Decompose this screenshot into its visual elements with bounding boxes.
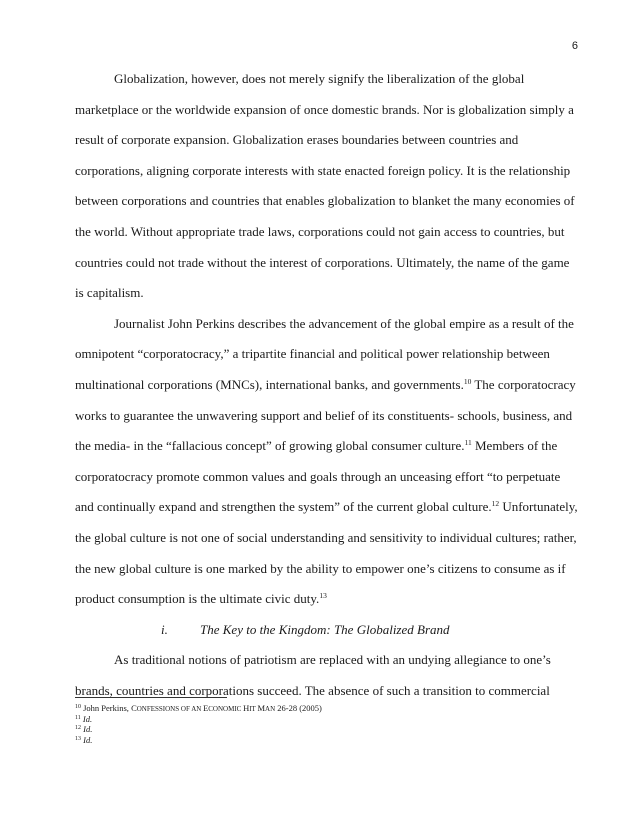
line-text: countries could not trade without the interest of corporations. Ultimately, the name of the game	[75, 254, 570, 270]
line-text: marketplace or the worldwide expansion of once domestic brands. Nor is globalization simply a	[75, 101, 574, 117]
section-heading	[75, 618, 565, 649]
text-line	[75, 159, 571, 190]
line-text: and continually expand and strengthen the system” of the current global culture.	[75, 499, 492, 515]
line-text: omnipotent “corporatocracy,” a tripartite financial and political power relationship between	[75, 346, 550, 362]
footnote-title-part: ONFESSIONS OF AN	[136, 705, 204, 713]
text-line	[75, 128, 565, 159]
line-text: the new global culture is one marked by the ability to empower one’s citizens to consume as if	[75, 560, 566, 576]
footnote-number: 10	[75, 704, 81, 710]
line-text: the global culture is not one of social understanding and sensitivity to individual cultures; rather,	[75, 529, 577, 545]
text-line	[75, 67, 565, 98]
footnote-title-part: CONOMIC	[208, 705, 244, 713]
line-text: between corporations and countries that enables globalization to blanket the many economies of	[75, 193, 575, 209]
line-text: is capitalism.	[75, 285, 144, 301]
footnote	[75, 714, 565, 725]
footnote-title-part: M	[257, 703, 266, 713]
text-line	[75, 557, 565, 588]
line-text-after: Unfortunately,	[499, 499, 578, 515]
line-text: corporations, aligning corporate interests with state enacted foreign policy. It is the relationship	[75, 162, 571, 178]
footnote-number: 13	[75, 735, 81, 742]
text-line	[75, 312, 574, 343]
text-line	[75, 281, 565, 312]
footnote-title-part: IT	[249, 705, 258, 713]
line-text: the media- in the “fallacious concept” of growing global consumer culture.	[75, 438, 465, 454]
text-line	[75, 465, 565, 496]
footnote-ref: 12	[491, 499, 500, 509]
text-line	[75, 373, 576, 404]
line-text: product consumption is the ultimate civic duty.	[75, 591, 320, 607]
text-line	[75, 434, 565, 465]
footnote	[75, 724, 565, 735]
line-text: The Key to the Kingdom: The Globalized Brand	[200, 621, 450, 637]
footnote-text: Id.	[82, 713, 93, 724]
line-text: result of corporate expansion. Globalization erases boundaries between countries and	[75, 132, 519, 148]
line-text: corporatocracy promote common values and goals through an unceasing effort “to perpetuate	[75, 468, 561, 484]
footnotes	[75, 703, 565, 745]
page-number: 6	[571, 40, 578, 52]
text-line	[75, 495, 578, 526]
text-line	[75, 587, 565, 618]
text-line	[75, 251, 570, 282]
line-text: As traditional notions of patriotism are replaced with an undying allegiance to one’s	[114, 652, 551, 668]
text-line	[75, 98, 574, 129]
footnote-ref: 10	[463, 376, 472, 386]
text-line	[75, 220, 565, 251]
footnote-cite: 26-28 (2005)	[275, 703, 322, 713]
footnote-text: Id.	[83, 734, 93, 745]
text-line	[75, 342, 565, 373]
line-text: brands, countries and corporations succeed. The absence of such a transition to commercial	[75, 682, 550, 698]
line-text: multinational corporations (MNCs), international banks, and governments.	[75, 376, 464, 392]
footnote	[75, 735, 565, 746]
line-text: Journalist John Perkins describes the advancement of the global empire as a result of the	[114, 315, 574, 331]
footnote-divider	[75, 697, 227, 698]
text-line	[75, 648, 565, 679]
text-line	[75, 404, 573, 435]
footnote-ref: 13	[319, 591, 327, 601]
body-text	[75, 67, 578, 709]
line-text-after: Members of the	[471, 438, 558, 454]
footnote-ref: 11	[464, 438, 472, 448]
text-line	[75, 189, 575, 220]
footnote	[75, 703, 565, 714]
text-line	[75, 526, 577, 557]
footnote-number: 12	[75, 725, 81, 731]
footnote-author: John Perkins,	[83, 703, 132, 713]
section-heading-number: i.	[161, 621, 168, 637]
footnote-number: 11	[75, 714, 81, 721]
line-text: Globalization, however, does not merely signify the liberalization of the global	[114, 71, 525, 86]
footnote-text: Id.	[83, 724, 93, 734]
footnote-title-part: H	[243, 703, 250, 713]
footnote-title-part: E	[203, 703, 209, 713]
footnote-title-part: AN	[265, 705, 276, 713]
line-text: works to guarantee the unwavering support and belief of its constituents- schools, business, and	[75, 407, 573, 423]
footnote-title-part: C	[131, 703, 137, 713]
line-text: the world. Without appropriate trade laws, corporations could not gain access to countries, but	[75, 223, 565, 239]
line-text-after: The corporatocracy	[471, 376, 576, 392]
